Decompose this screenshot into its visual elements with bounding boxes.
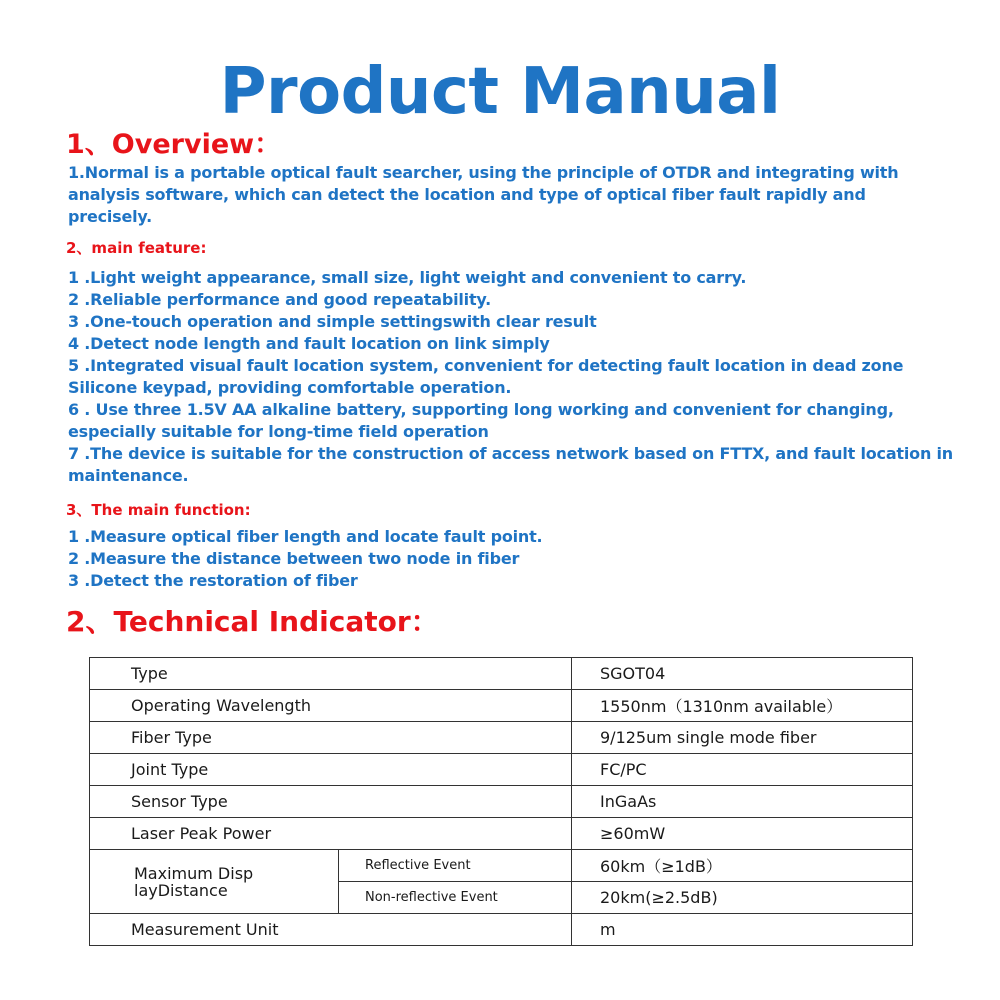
spec-label: Measurement Unit <box>90 914 572 946</box>
function-item: 3 .Detect the restoration of fiber <box>68 571 358 590</box>
spec-label: Joint Type <box>90 754 572 786</box>
spec-table <box>89 657 913 946</box>
spec-value: ≥60mW <box>572 818 913 850</box>
function-item: 2 .Measure the distance between two node in fiber <box>68 549 520 568</box>
spec-label: Type <box>90 658 572 690</box>
spec-sublabel: Reflective Event <box>339 850 572 882</box>
feature-item: 5 .Integrated visual fault location system, convenient for detecting fault location in dead zone Silicone keypad, providing comfortable operation. <box>68 356 904 397</box>
main-feature-list <box>68 267 968 487</box>
spec-sublabel: Non-reflective Event <box>339 882 572 914</box>
spec-value: InGaAs <box>572 786 913 818</box>
spec-row <box>90 850 913 882</box>
spec-label: Sensor Type <box>90 786 572 818</box>
spec-row <box>90 658 913 690</box>
main-function-list <box>68 526 968 592</box>
spec-row <box>90 914 913 946</box>
spec-label: Operating Wavelength <box>90 690 572 722</box>
spec-row <box>90 722 913 754</box>
spec-value: 60km（≥1dB） <box>572 850 913 882</box>
feature-item: 3 .One-touch operation and simple settingswith clear result <box>68 312 597 331</box>
page-title: Product Manual <box>219 55 781 129</box>
spec-label: Fiber Type <box>90 722 572 754</box>
spec-row <box>90 786 913 818</box>
main-function-heading: 3、The main function: <box>66 501 251 519</box>
spec-value: 1550nm（1310nm available） <box>572 690 913 722</box>
spec-label: Laser Peak Power <box>90 818 572 850</box>
spec-value: SGOT04 <box>572 658 913 690</box>
spec-row <box>90 690 913 722</box>
spec-row <box>90 818 913 850</box>
overview-heading: 1、Overview： <box>66 129 282 160</box>
spec-row <box>90 754 913 786</box>
main-feature-heading: 2、main feature: <box>66 239 207 257</box>
spec-label: Maximum Disp layDistance <box>90 850 339 914</box>
spec-value: 9/125um single mode fiber <box>572 722 913 754</box>
spec-value: 20km(≥2.5dB) <box>572 882 913 914</box>
feature-item: 4 .Detect node length and fault location on link simply <box>68 334 550 353</box>
spec-value: m <box>572 914 913 946</box>
feature-item: 2 .Reliable performance and good repeatability. <box>68 290 492 309</box>
feature-item: 6 . Use three 1.5V AA alkaline battery, supporting long working and convenient for changing, especially suitable for long-time field operation <box>68 400 894 441</box>
technical-indicator-heading: 2、Technical Indicator： <box>66 605 439 638</box>
overview-text: 1.Normal is a portable optical fault searcher, using the principle of OTDR and integrating with analysis software, which can detect the location and type of optical fiber fault rapidly and precisely. <box>68 163 899 226</box>
function-item: 1 .Measure optical fiber length and locate fault point. <box>68 527 543 546</box>
feature-item: 7 .The device is suitable for the construction of access network based on FTTX, and fault location in maintenance. <box>68 444 953 485</box>
feature-item: 1 .Light weight appearance, small size, light weight and convenient to carry. <box>68 268 747 287</box>
spec-value: FC/PC <box>572 754 913 786</box>
